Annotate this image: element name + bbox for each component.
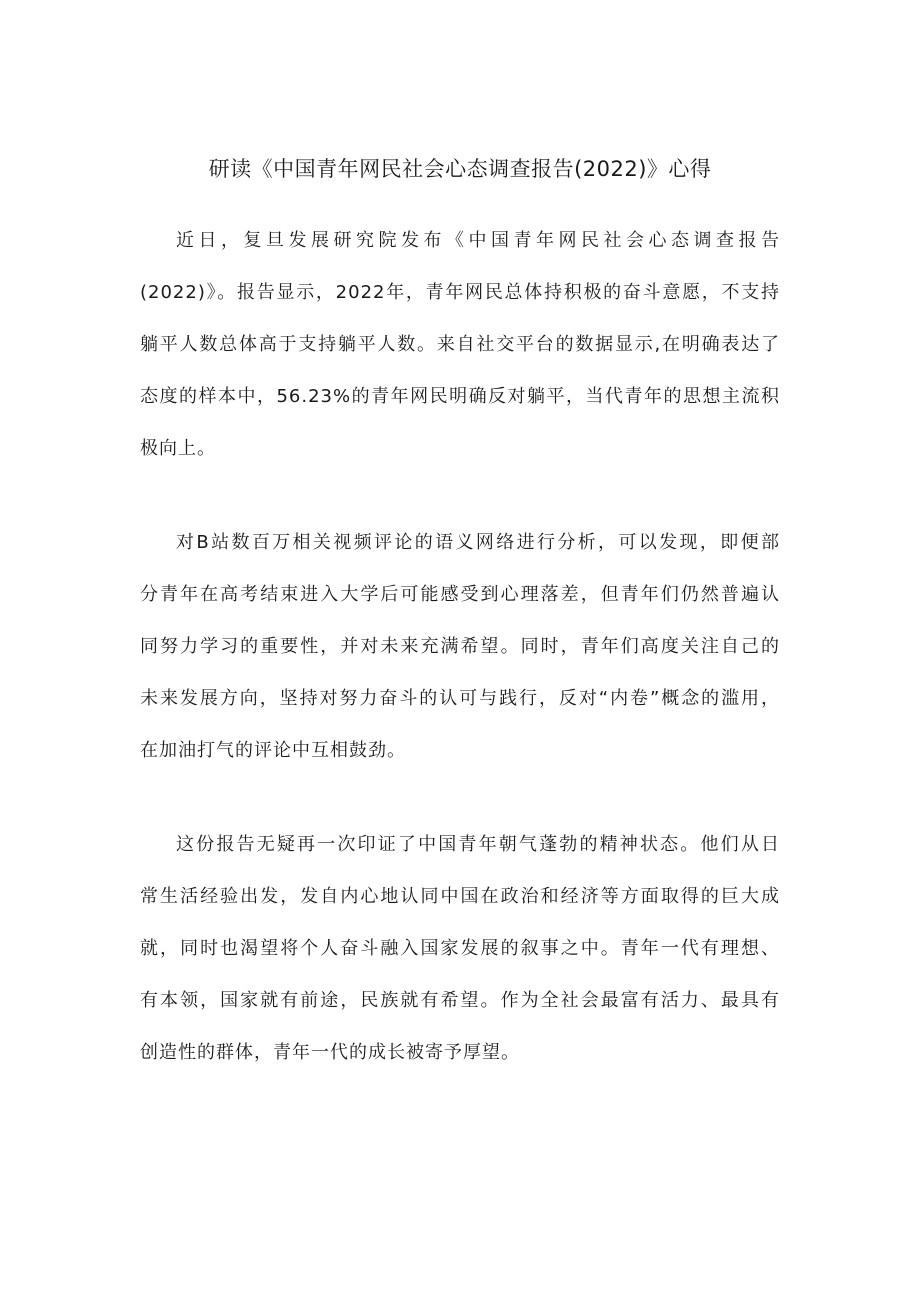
paragraph-line: 在加油打气的评论中互相鼓劲。 (140, 740, 406, 761)
paragraph-line: 极向上。 (140, 438, 216, 459)
paragraph-line: 就，同时也渴望将个人奋斗融入国家发展的叙事之中。青年一代有理想、 (140, 938, 780, 959)
paragraph-line: 有本领，国家就有前途，民族就有希望。作为全社会最富有活力、最具有 (140, 990, 780, 1011)
paragraph-line: 这份报告无疑再一次印证了中国青年朝气蓬勃的精神状态。他们从日 (176, 834, 780, 855)
paragraph-line: 分青年在高考结束进入大学后可能感受到心理落差，但青年们仍然普遍认 (140, 584, 780, 605)
paragraph-line: 同努力学习的重要性，并对未来充满希望。同时，青年们高度关注自己的 (140, 636, 780, 657)
paragraph-line: 常生活经验出发，发自内心地认同中国在政治和经济等方面取得的巨大成 (140, 886, 780, 907)
paragraph-line: 近日，复旦发展研究院发布《中国青年网民社会心态调查报告 (176, 230, 780, 251)
paragraph-3 (140, 830, 780, 1090)
paragraph-line: 未来发展方向，坚持对努力奋斗的认可与践行，反对“内卷”概念的滥用， (140, 688, 780, 709)
paragraph-line: (2022)》。报告显示，2022年，青年网民总体持积极的奋斗意愿，不支持 (140, 282, 780, 303)
paragraph-line: 态度的样本中，56.23%的青年网民明确反对躺平，当代青年的思想主流积 (140, 386, 780, 407)
paragraph-line: 创造性的群体，青年一代的成长被寄予厚望。 (140, 1042, 520, 1063)
document-title: 研读《中国青年网民社会心态调查报告(2022)》心得 (208, 157, 712, 181)
paragraph-line: 躺平人数总体高于支持躺平人数。来自社交平台的数据显示,在明确表达了 (140, 334, 780, 355)
paragraph-2 (140, 528, 780, 788)
paragraph-1 (140, 226, 780, 486)
paragraph-line: 对B站数百万相关视频评论的语义网络进行分析，可以发现，即便部 (176, 532, 780, 553)
